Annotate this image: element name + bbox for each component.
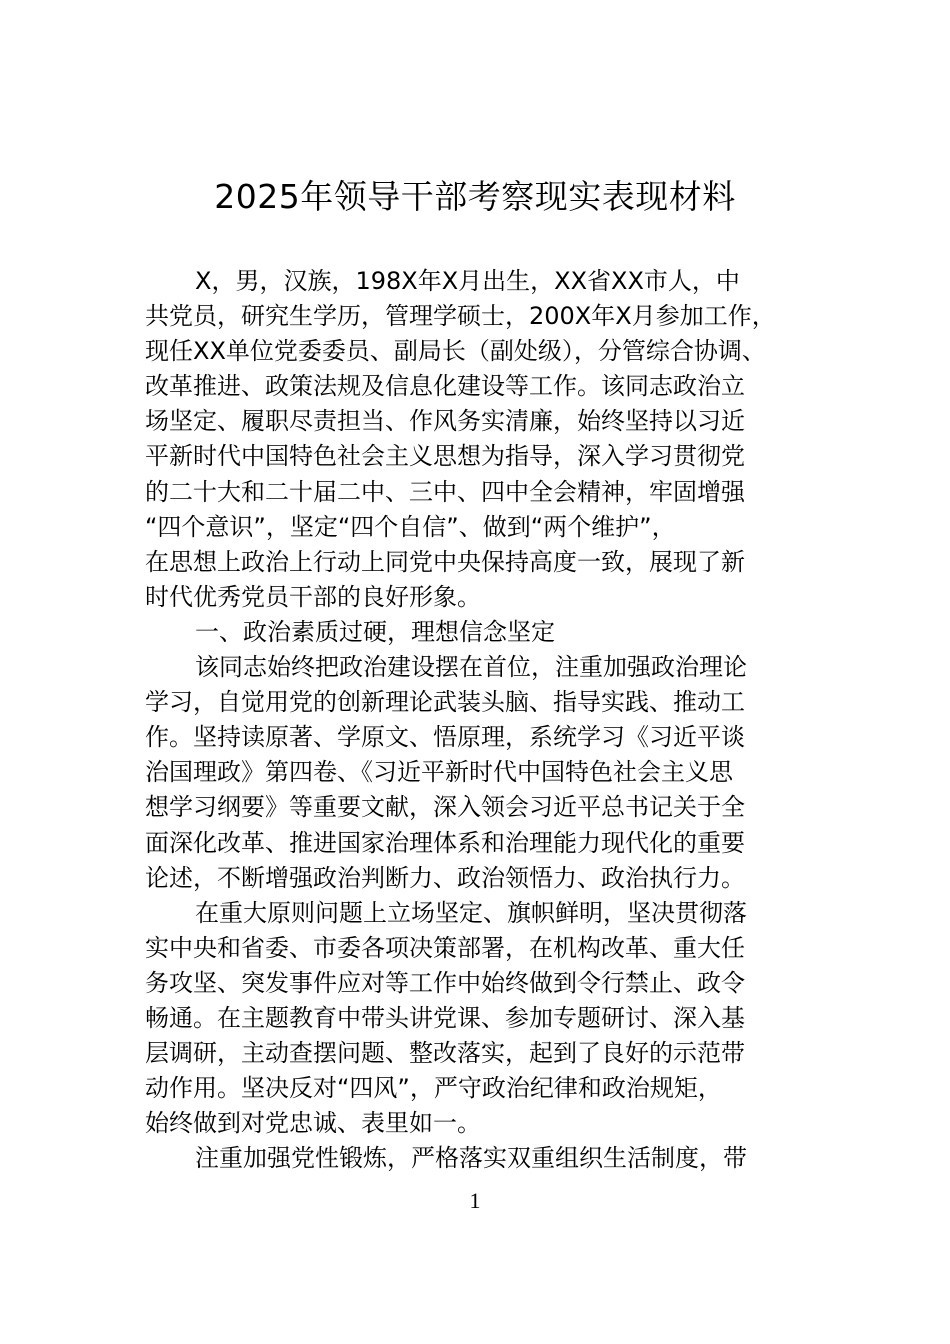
intro-paragraph-line: 时代优秀党员干部的良好形象。	[145, 582, 481, 611]
page-number: 1	[469, 1188, 481, 1213]
intro-paragraph-line: 现任XX单位党委委员、副局长（副处级），分管综合协调、	[145, 337, 766, 366]
paragraph-line: 动作用。坚决反对“四风”，严守政治纪律和政治规矩，	[145, 1074, 722, 1103]
intro-paragraph-line: 共党员，研究生学历，管理学硕士，200X年X月参加工作，	[145, 302, 776, 331]
intro-paragraph-line: “四个意识”，坚定“四个自信”、做到“两个维护”，	[145, 512, 676, 541]
paragraph-line: 层调研，主动查摆问题、整改落实，起到了良好的示范带	[145, 1039, 745, 1068]
intro-paragraph-line: 平新时代中国特色社会主义思想为指导，深入学习贯彻党	[145, 442, 745, 471]
section-heading: 一、政治素质过硬，理想信念坚定	[195, 617, 555, 646]
intro-paragraph-line: X，男，汉族，198X年X月出生，XX省XX市人，中	[195, 267, 740, 295]
paragraph-line: 始终做到对党忠诚、表里如一。	[145, 1109, 481, 1138]
paragraph-line: 在重大原则问题上立场坚定、旗帜鲜明，坚决贯彻落	[195, 898, 747, 927]
paragraph-line: 务攻坚、突发事件应对等工作中始终做到令行禁止、政令	[145, 968, 745, 997]
intro-paragraph-line: 的二十大和二十届二中、三中、四中全会精神，牢固增强	[145, 477, 745, 506]
paragraph-line: 学习，自觉用党的创新理论武装头脑、指导实践、推动工	[145, 688, 745, 717]
paragraph-line: 畅通。在主题教育中带头讲党课、参加专题研讨、深入基	[145, 1003, 745, 1032]
paragraph-line: 实中央和省委、市委各项决策部署，在机构改革、重大任	[145, 933, 745, 962]
paragraph-line: 想学习纲要》等重要文献，深入领会习近平总书记关于全	[145, 793, 745, 822]
intro-paragraph-line: 在思想上政治上行动上同党中央保持高度一致，展现了新	[145, 547, 745, 576]
paragraph-line: 面深化改革、推进国家治理体系和治理能力现代化的重要	[145, 828, 745, 857]
document-body	[145, 264, 825, 1176]
paragraph-line: 论述，不断增强政治判断力、政治领悟力、政治执行力。	[145, 863, 745, 892]
paragraph-line: 注重加强党性锻炼，严格落实双重组织生活制度，带	[195, 1144, 747, 1173]
intro-paragraph-line: 改革推进、政策法规及信息化建设等工作。该同志政治立	[145, 372, 745, 401]
paragraph-line: 治国理政》第四卷、《习近平新时代中国特色社会主义思	[145, 758, 733, 787]
paragraph-line: 该同志始终把政治建设摆在首位，注重加强政治理论	[195, 653, 747, 682]
paragraph-line: 作。坚持读原著、学原文、悟原理，系统学习《习近平谈	[145, 723, 745, 752]
intro-paragraph-line: 场坚定、履职尽责担当、作风务实清廉，始终坚持以习近	[145, 407, 745, 436]
document-title: 2025年领导干部考察现实表现材料	[214, 177, 736, 216]
